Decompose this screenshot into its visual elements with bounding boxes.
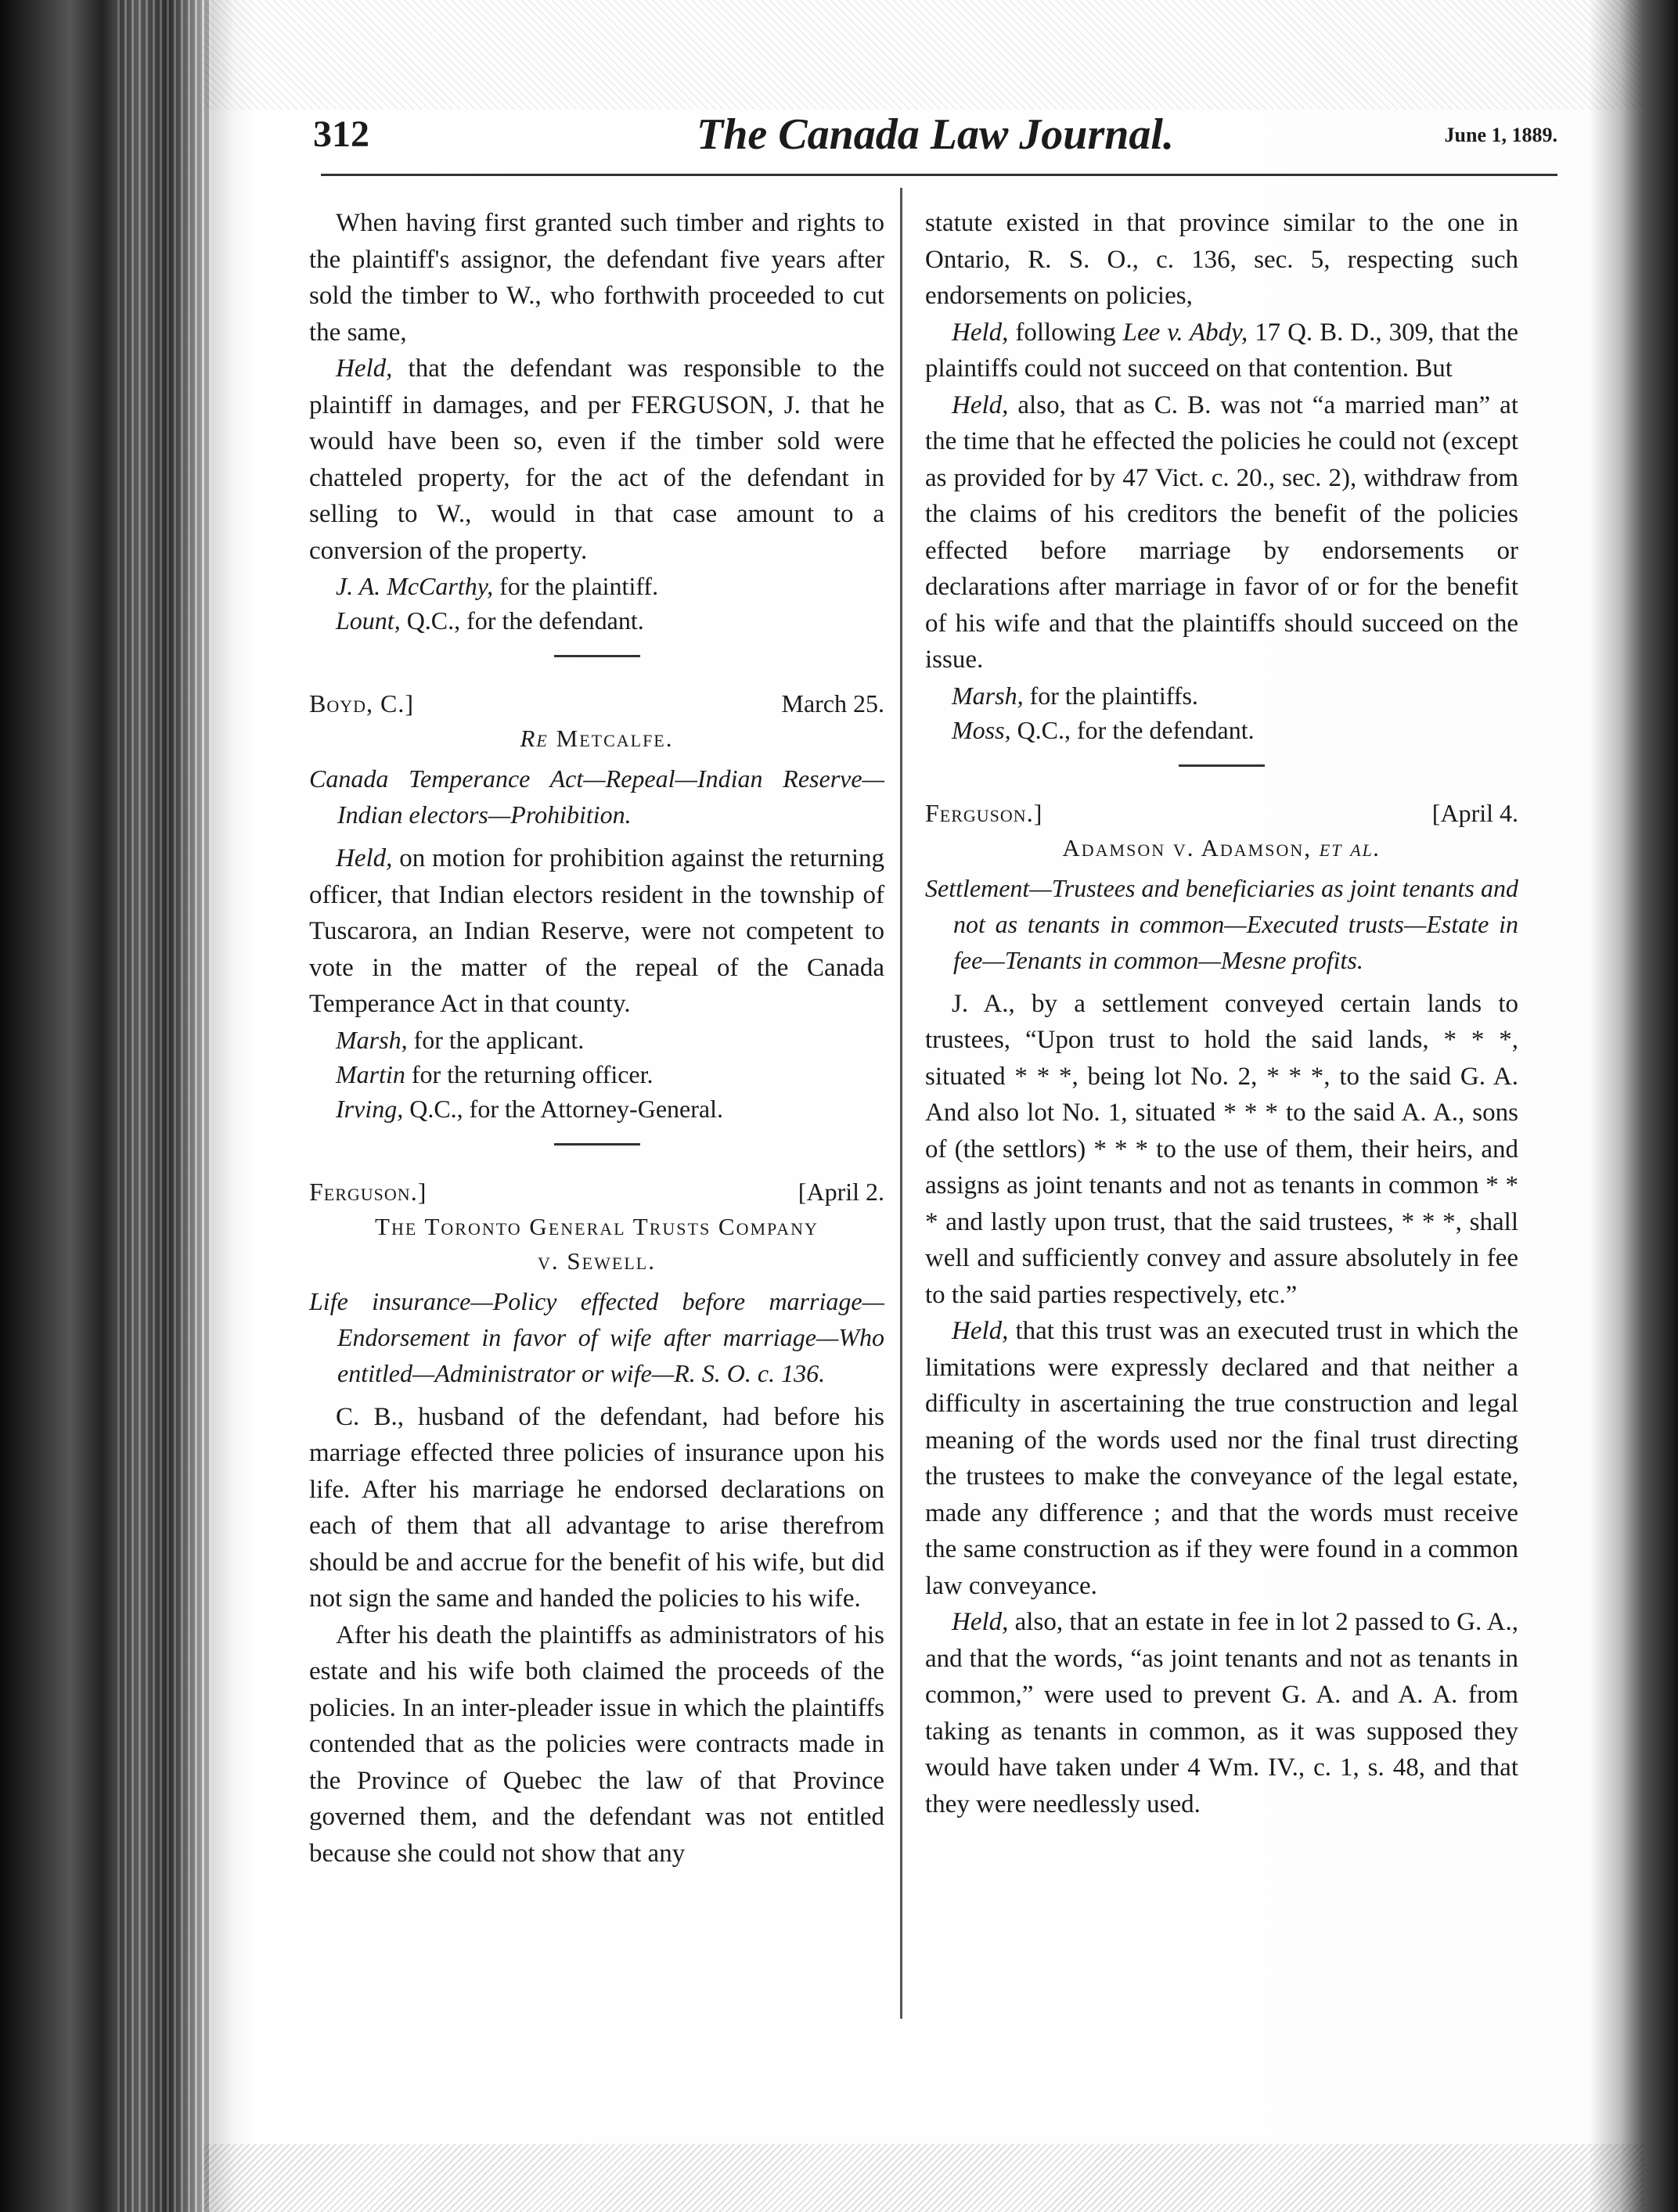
counsel-name: Martin	[336, 1059, 405, 1088]
header-rule	[321, 174, 1557, 176]
cited-case: Lee v. Abdy,	[1122, 318, 1248, 347]
counsel-line	[309, 569, 884, 603]
held-paragraph	[925, 315, 1518, 387]
page-header	[313, 110, 1557, 180]
case-title: The Toronto General Trusts Company	[375, 1212, 819, 1240]
paragraph: statute existed in that province similar to the one in Ontario, R. S. O., c. 136, sec. 5, respecting such endorsements on policies,	[925, 209, 1518, 310]
case-title	[925, 831, 1518, 865]
section-rule	[1179, 764, 1265, 767]
counsel-role: for the applicant.	[407, 1025, 585, 1054]
paragraph: C. B., husband of the defendant, had before his marriage effected three policies of insurance upon his life. After his marriage he endorsed declarations on each of them that all advantage to arise therefrom should be and accrue for the benefit of his wife, but did not sign the same and handed the policies to his wife.	[309, 1402, 884, 1613]
counsel-line	[309, 1023, 884, 1057]
held-paragraph	[309, 840, 884, 1023]
case-heading	[309, 1174, 884, 1210]
counsel-role: Q.C., for the defendant.	[1010, 715, 1255, 744]
section-rule	[554, 655, 640, 657]
counsel-name: Moss,	[952, 715, 1011, 744]
held-paragraph	[309, 351, 884, 569]
paragraph: After his death the plaintiffs as administrators of his estate and his wife both claimed the proceeds of the policies. In an inter-pleader issue in which the plaintiffs contended that as the policies were contracts made in the Province of Quebec the law of that Province governed them, and the defendant was not entitled because she could not show that any	[309, 1620, 884, 1868]
case-date: [April 4.	[1431, 798, 1518, 827]
left-column	[309, 205, 884, 1872]
judge-name: Ferguson.]	[925, 798, 1043, 827]
counsel-role: for the plaintiff.	[493, 572, 659, 600]
case-title-name: Metcalfe.	[548, 725, 674, 752]
counsel-role: for the plaintiffs.	[1023, 681, 1198, 710]
journal-title: The Canada Law Journal.	[697, 110, 1174, 159]
judge-name: Boyd, C.]	[309, 689, 415, 718]
case-heading	[925, 795, 1518, 831]
paragraph: When having first granted such timber and rights to the plaintiff's assignor, the defendant five years after sold the timber to W., who forthwith proceeded to cut the same,	[309, 209, 884, 347]
case-title	[309, 721, 884, 756]
held-paragraph	[925, 1604, 1518, 1822]
case-date: [April 2.	[798, 1177, 884, 1206]
held-label: Held,	[336, 844, 393, 872]
headnote: Canada Temperance Act—Repeal—Indian Reserve—Indian electors—Prohibition.	[309, 764, 884, 829]
held-text: also, that as C. B. was not “a married man” at the time that he effected the policies he could not (except as provided for by 47 Vict. c. 20., sec. 2), withdraw from the claims of his creditors the benefit of the policies effected before marriage by endorsements or declarations after marriage in favor of or for the benefit of his wife and that the plaintiffs should succeed on the issue.	[925, 390, 1518, 674]
headnote: Settlement—Trustees and beneficiaries as joint tenants and not as tenants in common—Executed trusts—Estate in fee—Tenants in common—Mesne profits.	[925, 873, 1518, 974]
paragraph: J. A., by a settlement conveyed certain lands to trustees, “Upon trust to hold the said lands, * * *, situated * * *, being lot No. 2, * * *, to the said G. A. And also lot No. 1, situated * * * to the said A. A., sons of (the settlors) * * * to the use of them, their heirs, and assigns as joint tenants and not as tenants in common * * * and lastly upon trust, that the said trustees, * * *, shall well and sufficiently convey and assure absolutely in fee to the said parties respectively, etc.”	[925, 989, 1518, 1309]
case-title-line2: v. Sewell.	[538, 1246, 656, 1275]
column-divider	[900, 188, 902, 2019]
counsel-line	[925, 713, 1518, 747]
held-label: Held,	[952, 1317, 1009, 1345]
counsel-line	[309, 603, 884, 638]
scan-noise-top	[203, 0, 1644, 110]
held-label: Held,	[952, 318, 1009, 347]
counsel-line	[309, 1092, 884, 1126]
case-title-prefix: Re	[520, 725, 549, 752]
counsel-line	[925, 678, 1518, 713]
counsel-name: Marsh,	[952, 681, 1024, 710]
held-text: 17 Q. B. D., 309, that the plaintiffs could not succeed on that contention. But	[925, 318, 1518, 383]
section-rule	[554, 1143, 640, 1146]
counsel-role: for the returning officer.	[405, 1059, 654, 1088]
headnote: Life insurance—Policy effected before marriage—Endorsement in favor of wife after marriage—Who entitled—Administrator or wife—R. S. O. c. 136.	[309, 1286, 884, 1387]
held-text: following	[1008, 318, 1123, 347]
case-title-suffix: et al.	[1312, 833, 1381, 861]
held-paragraph	[925, 1313, 1518, 1604]
held-text: on motion for prohibition against the returning officer, that Indian electors resident in the township of Tuscarora, an Indian Reserve, were not competent to vote in the matter of the repeal of the Canada Temperance Act in that county.	[309, 844, 884, 1018]
case-title-name: Adamson v. Adamson,	[1062, 833, 1313, 861]
counsel-name: Lount,	[336, 606, 401, 635]
page-number: 312	[313, 113, 369, 155]
case-date: March 25.	[781, 689, 884, 718]
held-label: Held,	[336, 354, 393, 383]
case-heading	[309, 685, 884, 721]
held-text: that this trust was an executed trust in which the limitations were expressly declared and that neither a difficulty in ascertaining the true construction and legal meaning of the words used nor the final trust directing the trustees to make the conveyance of the legal estate, made any difference ; and that the words must receive the same construction as if they were found in a common law conveyance.	[925, 1317, 1518, 1600]
held-text: also, that an estate in fee in lot 2 passed to G. A., and that the words, “as joint tenants and not as tenants in common,” were used to prevent G. A. and A. A. from taking as tenants in common, as it was supposed they would have taken under 4 Wm. IV., c. 1, s. 48, and that they were needlessly used.	[925, 1608, 1519, 1818]
issue-date: June 1, 1889.	[1444, 124, 1557, 146]
counsel-role: Q.C., for the Attorney-General.	[403, 1094, 723, 1123]
judge-name: Ferguson.]	[309, 1177, 427, 1206]
held-text: that the defendant was responsible to the plaintiff in damages, and per FERGUSON, J. that he would have been so, even if the timber sold were chatteled property, for the act of the defendant in selling to W., would in that case amount to a conversion of the property.	[309, 354, 884, 565]
held-label: Held,	[952, 1608, 1009, 1636]
counsel-role: Q.C., for the defendant.	[400, 606, 644, 635]
scan-noise-bottom	[203, 2144, 1644, 2212]
held-label: Held,	[952, 390, 1009, 419]
counsel-name: Irving,	[336, 1094, 404, 1123]
counsel-name: J. A. McCarthy,	[336, 572, 494, 600]
counsel-name: Marsh,	[336, 1025, 408, 1054]
held-paragraph	[925, 387, 1518, 678]
counsel-line	[309, 1057, 884, 1092]
book-spine-edge	[117, 0, 211, 2212]
right-column	[925, 205, 1518, 1822]
